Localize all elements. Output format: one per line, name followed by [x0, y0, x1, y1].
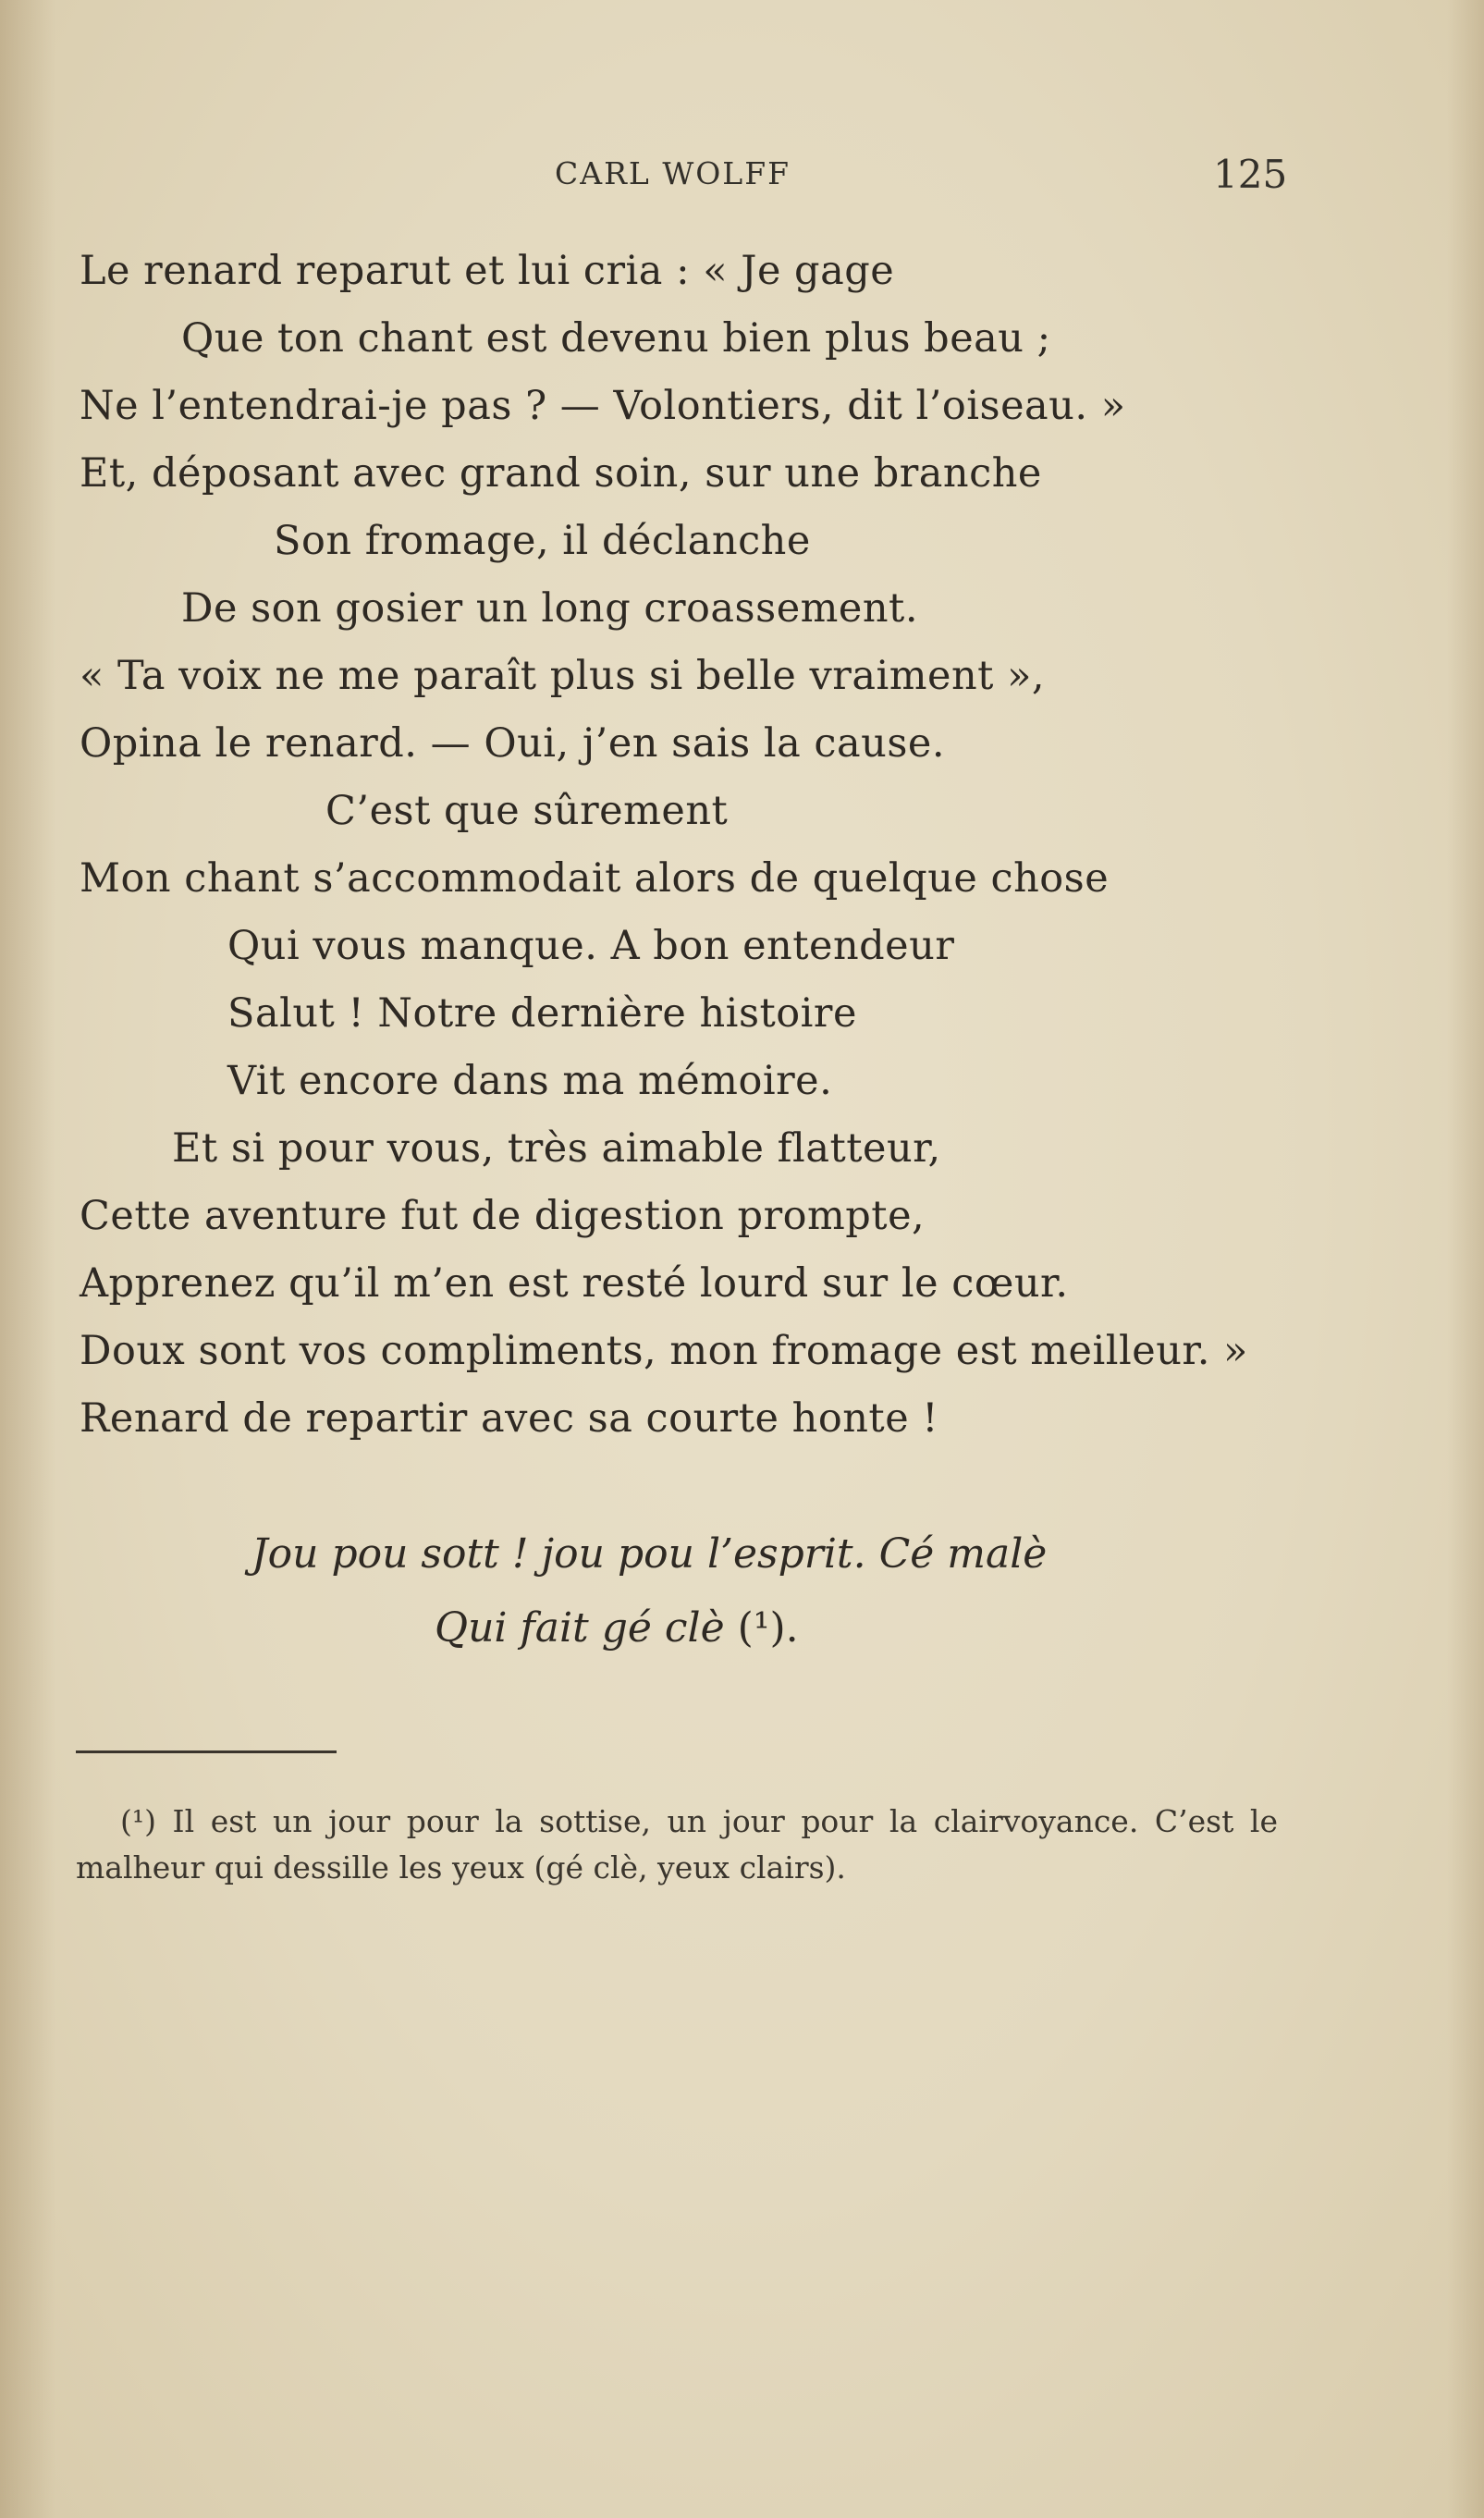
verse-line: De son gosier un long croassement.	[181, 585, 919, 632]
verse-line: Vit encore dans ma mémoire.	[227, 1058, 833, 1104]
running-title: CARL WOLFF	[555, 155, 791, 191]
verse-line: Que ton chant est devenu bien plus beau ;	[181, 315, 1051, 362]
verse-line: Apprenez qu’il m’en est resté lourd sur le cœur.	[80, 1260, 1069, 1307]
page-number: 125	[1213, 152, 1288, 197]
verse-line: Cette aventure fut de digestion prompte,	[80, 1193, 926, 1239]
verse-line: Opina le renard. — Oui, j’en sais la cause.	[80, 720, 946, 767]
footnote-separator	[76, 1750, 337, 1753]
verse-line: Mon chant s’accommodait alors de quelque chose	[80, 855, 1110, 902]
verse-line: Ne l’entendrai-je pas ? — Volontiers, dit l’oiseau. »	[80, 383, 1126, 429]
verse-line: Et, déposant avec grand soin, sur une branche	[80, 450, 1042, 497]
verse-line: Qui vous manque. A bon entendeur	[227, 923, 955, 969]
verse-line: C’est que sûrement	[325, 788, 729, 834]
moral-line	[435, 1604, 799, 1652]
moral-line-text: Qui fait gé clè	[435, 1604, 725, 1652]
verse-line: Salut ! Notre dernière histoire	[227, 990, 857, 1037]
verse-line: Renard de repartir avec sa courte honte !	[80, 1395, 939, 1442]
page-edge-shadow	[1447, 0, 1484, 2518]
page-binding-shadow	[0, 0, 55, 2518]
moral-line: Jou pou sott ! jou pou l’esprit. Cé malè	[251, 1530, 1048, 1578]
verse-line: Et si pour vous, très aimable flatteur,	[172, 1125, 941, 1172]
running-head	[0, 152, 1484, 202]
footnote: (¹) Il est un jour pour la sottise, un jour pour la clairvoyance. C’est le malheur qui dessille les yeux (gé clè, yeux clairs).	[76, 1803, 1278, 1885]
verse-line: Doux sont vos compliments, mon fromage est meilleur. »	[80, 1328, 1248, 1374]
footnote-reference: (¹).	[737, 1604, 799, 1652]
verse-line: Son fromage, il déclanche	[274, 518, 811, 564]
verse-line: Le renard reparut et lui cria : « Je gage	[80, 248, 895, 294]
verse-line: « Ta voix ne me paraît plus si belle vraiment »,	[80, 653, 1046, 699]
